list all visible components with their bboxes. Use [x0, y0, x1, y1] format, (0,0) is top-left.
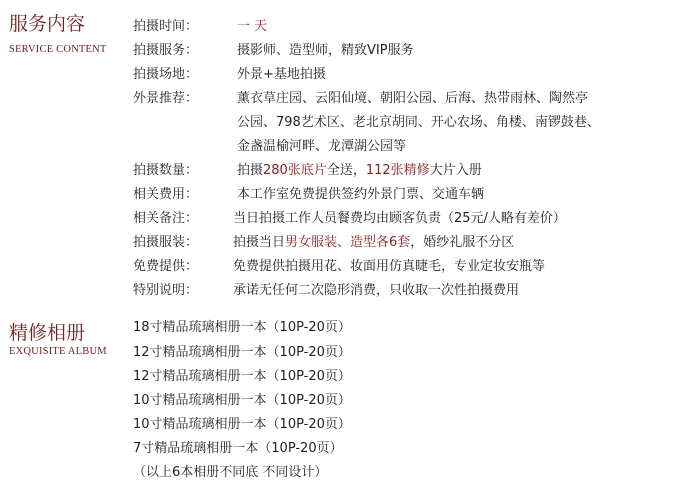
- value-part: 拍摄: [237, 163, 264, 178]
- value-highlight: 男女服装、造型各6套: [285, 235, 411, 250]
- row-label: 相关备注：: [133, 211, 199, 226]
- outdoor-line-2: 公园、798艺术区、老北京胡同、开心农场、角楼、南锣鼓巷、: [237, 115, 600, 130]
- row-label: 免费提供：: [133, 259, 199, 274]
- row-value: 当日拍摄工作人员餐费均由顾客负责（25元/人略有差价）: [233, 211, 566, 226]
- outdoor-line-3: 金盏温榆河畔、龙潭湖公园等: [237, 139, 407, 154]
- row-label: 外景推荐：: [133, 91, 199, 106]
- row-value: [233, 234, 514, 252]
- service-section-subtitle: SERVICE CONTENT: [9, 44, 107, 55]
- album-note: （以上6本相册不同底 不同设计）: [133, 465, 328, 480]
- row-value: 承诺无任何二次隐形消费，只收取一次性拍摄费用: [233, 283, 520, 298]
- row-value: 外景+基地拍摄: [237, 67, 326, 82]
- value-part: 大片入册: [429, 163, 482, 178]
- value-part: ，婚纱礼服不分区: [410, 235, 515, 250]
- album-item: 12寸精品琉璃相册一本（10P-20页）: [133, 345, 351, 360]
- album-item: 10寸精品琉璃相册一本（10P-20页）: [133, 417, 351, 432]
- value-part: 全送，: [326, 163, 366, 178]
- row-label: 特别说明：: [133, 283, 199, 298]
- row-label: 相关费用：: [133, 187, 199, 202]
- row-label: 拍摄服务：: [133, 43, 199, 58]
- row-label: 拍摄服装：: [133, 235, 199, 250]
- row-value: 免费提供拍摄用花、妆面用仿真睫毛，专业定妆安瓶等: [233, 259, 546, 274]
- album-section-title: 精修相册: [9, 322, 86, 344]
- row-value: 摄影师、造型师，精致VIP服务: [237, 43, 414, 58]
- row-label: 拍摄数量：: [133, 163, 199, 178]
- row-value: 本工作室免费提供签约外景门票、交通车辆: [237, 187, 485, 202]
- value-highlight: 280张底片: [263, 163, 327, 178]
- row-label: 拍摄时间：: [133, 19, 199, 34]
- row-value: [237, 162, 482, 180]
- value-highlight: 112张精修: [365, 163, 430, 178]
- album-item: 12寸精品琉璃相册一本（10P-20页）: [133, 369, 351, 384]
- row-value: 一 天: [237, 19, 268, 34]
- album-item: 10寸精品琉璃相册一本（10P-20页）: [133, 393, 351, 408]
- value-part: 拍摄当日: [233, 235, 286, 250]
- row-label: 拍摄场地：: [133, 67, 199, 82]
- album-item: 18寸精品琉璃相册一本（10P-20页）: [133, 320, 351, 335]
- album-section-subtitle: EXQUISITE ALBUM: [9, 346, 107, 357]
- outdoor-line-1: 薰衣草庄园、云阳仙境、朝阳公园、后海、热带雨林、陶然亭: [237, 91, 589, 106]
- album-item: 7寸精品琉璃相册一本（10P-20页）: [133, 441, 343, 456]
- service-section-title: 服务内容: [9, 13, 86, 35]
